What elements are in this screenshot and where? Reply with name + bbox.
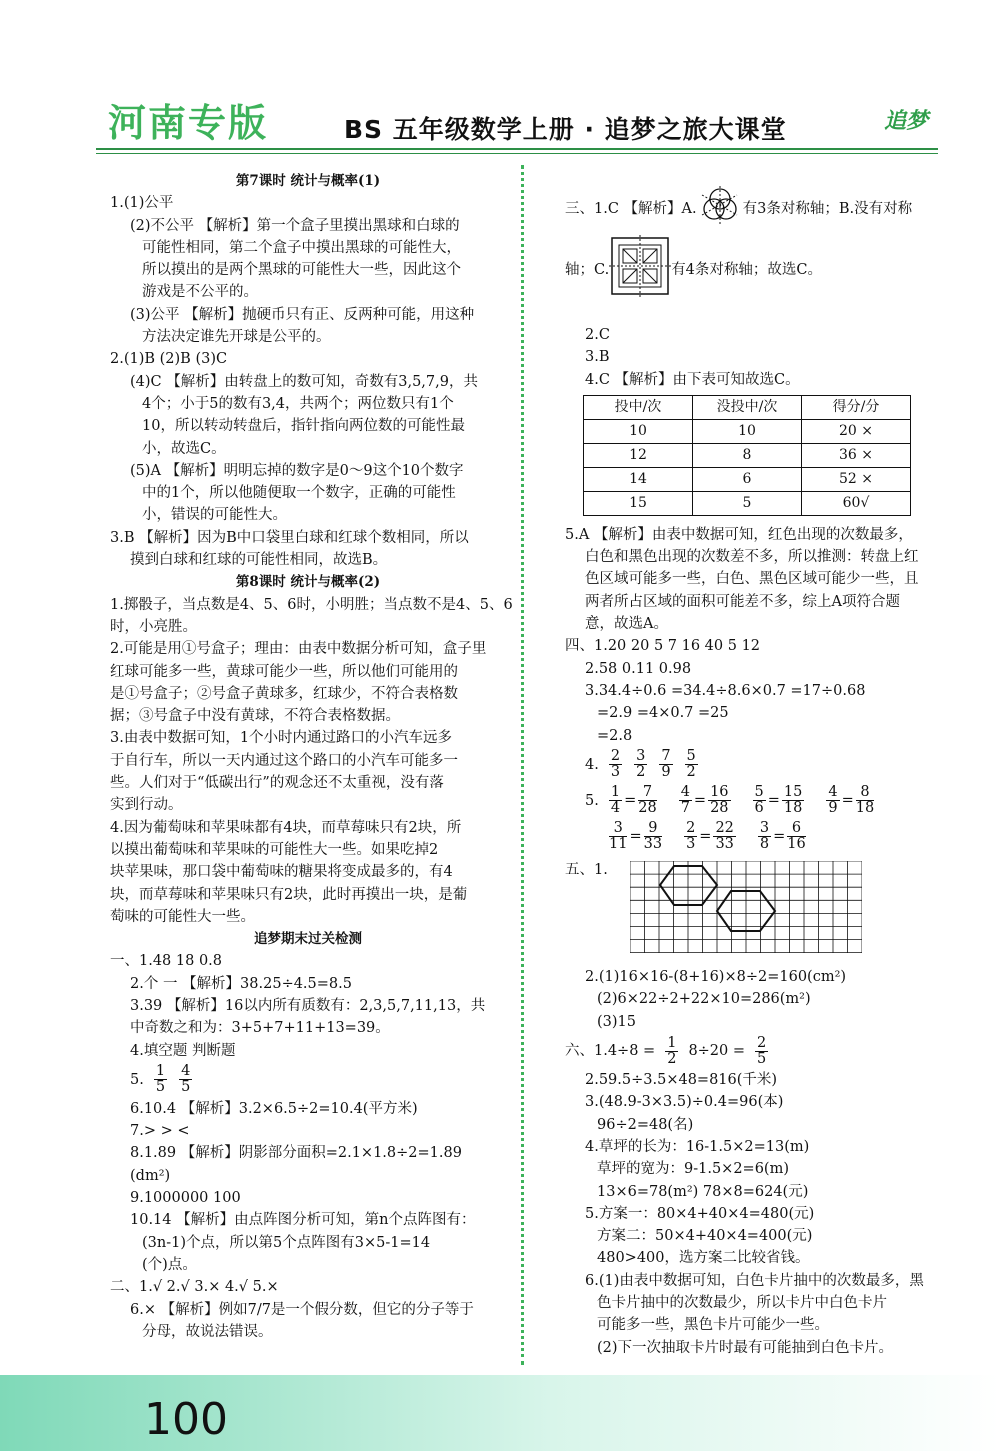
answer-line: 7.> > < <box>130 1123 190 1140</box>
header-logo: 追梦 <box>884 109 929 134</box>
answer-text: 有3条对称轴；B.没有对称 <box>742 200 913 217</box>
answer-line: 5.方案一：80×4+40×4=480(元) <box>585 1205 815 1222</box>
fraction <box>665 1036 678 1067</box>
fraction <box>634 749 647 780</box>
answer-line: (4)C 【解析】由转盘上的数可知，奇数有3,5,7,9，共 <box>130 373 478 390</box>
answer-line: 3.由表中数据可知，1个小时内通过路口的小汽车远多 <box>110 730 453 747</box>
answer-line: (3n-1)个点，所以第5个点阵图有3×5-1=14 <box>142 1234 431 1251</box>
fraction-denominator: 28 <box>710 800 729 817</box>
fraction-denominator: 2 <box>686 764 696 781</box>
fraction-denominator: 9 <box>661 764 671 781</box>
table-cell: 6 <box>693 467 802 491</box>
table-cell: 12 <box>584 443 693 467</box>
answer-line: 6.(1)由表中数据可知，白色卡片抽中的次数最多，黑 <box>585 1272 924 1289</box>
fraction <box>787 821 805 852</box>
fraction <box>679 785 692 816</box>
answer-line: 块，而草莓味和苹果味只有2块，此时再摸出一块，是葡 <box>110 886 468 903</box>
answer-line: 13×6=78(m²) 78×8=624(元) <box>597 1183 809 1200</box>
answer-line: 2.58 0.11 0.98 <box>585 660 692 677</box>
fraction-denominator: 5 <box>181 1079 191 1096</box>
answer-line: 2.C <box>585 327 610 343</box>
fraction <box>708 785 730 816</box>
table-row <box>584 491 911 515</box>
header-book-title: BS 五年级数学上册 · 追梦之旅大课堂 <box>344 115 787 144</box>
answer-line: 方案二：50×4+40×4=400(元) <box>597 1228 813 1245</box>
fraction <box>684 821 697 852</box>
fraction <box>713 821 735 852</box>
fraction-denominator: 18 <box>783 800 803 817</box>
answer-line: 可能性相同，第二个盒子中摸出黑球的可能性大， <box>142 239 461 256</box>
fraction <box>179 1064 192 1095</box>
answer-line: 于自行车，所以一天内通过这个路口的小汽车可能多一 <box>110 752 458 769</box>
table-cell: 10 <box>693 419 802 443</box>
table-row <box>584 467 911 491</box>
answer-line: 色卡片抽中的次数最少，所以卡片中白色卡片 <box>597 1295 887 1312</box>
fraction-denominator: 2 <box>636 764 646 781</box>
answer-line: (2)6×22÷2+22×10=286(m²) <box>597 991 811 1008</box>
answer-line: 2.可能是用①号盒子；理由：由表中数据分析可知，盒子里 <box>110 641 487 658</box>
table-header-row <box>584 395 911 419</box>
answer-line: (dm²) <box>130 1167 171 1184</box>
fraction-numerator: 1 <box>667 1034 677 1051</box>
answer-line: 可能多一些，黑色卡片可能少一些。 <box>597 1317 829 1334</box>
table-header-cell: 得分/分 <box>802 395 911 419</box>
answer-line: =2.8 <box>597 727 633 744</box>
fraction-denominator: 7 <box>680 800 690 817</box>
table-cell: 10 <box>584 419 693 443</box>
fraction-equation: $\frac{1}{4}$ = $\frac{7}{28}$ <box>610 784 657 817</box>
fraction <box>609 749 622 780</box>
answer-line <box>565 819 940 855</box>
fraction-numerator: 8 <box>856 785 874 801</box>
table-row <box>584 443 911 467</box>
fraction <box>638 785 656 816</box>
answer-line: 意，故选A。 <box>585 616 668 633</box>
answer-line: 3.B 【解析】因为B中口袋里白球和红球个数相同，所以 <box>110 529 469 546</box>
answer-line: 10.14 【解析】由点阵图分析可知，第n个点阵图有： <box>130 1212 476 1229</box>
answer-line: 所以摸出的是两个黑球的可能性大一些，因此这个 <box>142 262 461 279</box>
answer-line: 红球可能多一些，黄球可能少一些，所以他们可能用的 <box>110 663 458 680</box>
fraction-denominator: 28 <box>638 800 657 817</box>
fraction-numerator: 5 <box>686 748 696 765</box>
right-column <box>565 188 940 1359</box>
answer-line <box>565 747 940 783</box>
fraction-numerator: 5 <box>754 784 764 801</box>
answer-text: 有4条对称轴；故选C。 <box>671 261 823 278</box>
answer-line: 3.B <box>585 349 610 366</box>
fraction-numerator: 7 <box>661 748 671 765</box>
question-number: 5. <box>130 1071 144 1088</box>
answer-line: 白色和黑色出现的次数差不多，所以推测：转盘上红 <box>585 549 919 566</box>
section-title: 第7课时 统计与概率(1) <box>235 173 381 189</box>
table-cell: 52 × <box>802 467 911 491</box>
answer-line: 96÷2=48(名) <box>597 1116 694 1133</box>
fraction <box>685 749 698 780</box>
answer-line <box>565 188 940 230</box>
answer-line: 色区域可能多一些，白色、黑色区域可能少一些，且 <box>585 571 919 588</box>
answer-line: 两者所占区域的面积可能差不多，综上A项符合题 <box>585 593 900 610</box>
answer-line: 480>400，选方案二比较省钱。 <box>597 1250 810 1267</box>
answer-line: 据；③号盒子中没有黄球，不符合表格数据。 <box>110 708 400 725</box>
section-label: 五、1. <box>565 861 608 878</box>
fraction-denominator: 5 <box>155 1079 166 1096</box>
answer-line: (2)不公平 【解析】第一个盒子里摸出黑球和白球的 <box>130 217 460 234</box>
question-number: 5. <box>585 792 599 809</box>
left-column <box>110 170 513 1343</box>
fraction-numerator: 1 <box>155 1063 166 1080</box>
answer-line: 块苹果味，那口袋中葡萄味的糖果将变成最多的，有4 <box>110 864 453 881</box>
table-cell: 15 <box>584 491 693 515</box>
spacer <box>565 310 940 324</box>
fraction-denominator: 18 <box>855 800 875 817</box>
fraction-denominator: 6 <box>754 800 764 817</box>
fraction-denominator: 9 <box>828 800 838 817</box>
fraction-equation: $\frac{3}{11}$ = $\frac{9}{33}$ <box>609 820 663 853</box>
answer-text: 六、1.4÷8 = <box>565 1042 656 1059</box>
fraction-numerator: 3 <box>636 748 646 765</box>
answer-line: 5.A 【解析】由表中数据可知，红色出现的次数最多， <box>565 526 913 543</box>
fraction <box>755 1036 768 1067</box>
fraction-numerator: 4 <box>680 784 690 801</box>
answer-line: 小，错误的可能性大。 <box>142 507 287 524</box>
answer-line: 分母，故说法错误。 <box>142 1323 273 1340</box>
answer-line: 4.C 【解析】由下表可知故选C。 <box>585 371 800 388</box>
fraction-denominator: 4 <box>610 800 621 817</box>
fraction-denominator: 3 <box>686 836 696 853</box>
fraction-numerator: 3 <box>609 821 627 837</box>
header-edition: 河南专版 <box>108 101 269 145</box>
section-title: 追梦期末过关检测 <box>254 931 362 948</box>
answer-line: (5)A 【解析】明明忘掉的数字是0～9这个10个数字 <box>130 462 464 479</box>
table-row <box>584 419 911 443</box>
answer-line: 二、1.√ 2.√ 3.× 4.√ 5.× <box>110 1279 279 1296</box>
fraction <box>753 785 766 816</box>
answer-line: 实到行动。 <box>110 797 183 814</box>
answer-line: 4.填空题 判断题 <box>130 1042 236 1059</box>
answer-line: 2.59.5÷3.5×48=816(千米) <box>585 1072 778 1089</box>
table-header-cell: 没投中/次 <box>693 395 802 419</box>
header-rule-thin <box>96 153 938 154</box>
fraction-equation: $\frac{5}{6}$ = $\frac{15}{18}$ <box>754 784 803 817</box>
answer-line: 2.(1)B (2)B (3)C <box>110 351 228 368</box>
fraction-equation: $\frac{2}{3}$ = $\frac{22}{33}$ <box>686 820 734 853</box>
question-number: 4. <box>585 756 599 773</box>
answer-line: 4.草坪的长为：16-1.5×2=13(m) <box>585 1138 810 1155</box>
answer-line: 6.10.4 【解析】3.2×6.5÷2=10.4(平方米) <box>130 1100 418 1117</box>
answer-line: =2.9 =4×0.7 =25 <box>597 705 729 722</box>
section-title: 第8课时 统计与概率(2) <box>235 574 381 591</box>
score-table <box>583 395 911 516</box>
table-cell: 60√ <box>802 491 911 515</box>
table-cell: 36 × <box>802 443 911 467</box>
answer-line <box>565 230 940 310</box>
fraction-denominator: 11 <box>609 836 628 853</box>
table-header-cell: 投中/次 <box>584 395 693 419</box>
fraction-denominator: 5 <box>757 1050 767 1067</box>
fraction-denominator: 33 <box>715 836 734 853</box>
answer-line: 2.(1)16×16-(8+16)×8÷2=160(cm²) <box>585 969 847 986</box>
fraction-numerator: 2 <box>757 1034 767 1051</box>
page-number: 100 <box>144 1394 228 1445</box>
fraction-equation: $\frac{4}{9}$ = $\frac{8}{18}$ <box>828 784 875 817</box>
answer-line: 四、1.20 20 5 7 16 40 5 12 <box>565 638 761 655</box>
answer-line: 以摸出葡萄味和苹果味的可能性大一些。如果吃掉2 <box>110 841 439 858</box>
answer-line: (3)15 <box>597 1013 636 1030</box>
answer-line: (个)点。 <box>142 1256 197 1273</box>
answer-line: 1.(1)公平 <box>110 195 174 212</box>
answer-line: 草坪的宽为：9-1.5×2=6(m) <box>597 1161 789 1178</box>
answer-line: 小，故选C。 <box>142 440 226 457</box>
answer-line <box>565 783 940 819</box>
answer-line: 时，小亮胜。 <box>110 618 197 635</box>
answer-line: 4.因为葡萄味和苹果味都有4块，而草莓味只有2块，所 <box>110 819 462 836</box>
answer-line: 1.掷骰子，当点数是4、5、6时，小明胜；当点数不是4、5、6 <box>110 596 513 613</box>
figure-circles <box>697 185 743 232</box>
answer-line: 是①号盒子；②号盒子黄球多，红球少，不符合表格数 <box>110 685 458 702</box>
answer-line: 3.(48.9-3×3.5)÷0.4=96(本) <box>585 1094 784 1111</box>
header-rule <box>96 148 938 150</box>
answer-line: (2)下一次抽取卡片时最有可能抽到白色卡片。 <box>597 1339 894 1356</box>
answer-line: 3.34.4÷0.6 =34.4÷8.6×0.7 =17÷0.68 <box>585 682 866 699</box>
answer-text: 三、1.C 【解析】A. <box>565 200 697 217</box>
answer-line: 2.个 一 【解析】38.25÷4.5=8.5 <box>130 975 352 992</box>
fraction-numerator: 1 <box>610 784 621 801</box>
answer-line: (3)公平 【解析】抛硬币只有正、反两种可能，用这种 <box>130 306 475 323</box>
answer-line: 方法决定谁先开球是公平的。 <box>142 329 331 346</box>
answer-text: 轴；C. <box>565 261 610 278</box>
fraction-numerator: 4 <box>181 1063 191 1080</box>
figure-square-pattern <box>609 235 671 304</box>
table-cell: 14 <box>584 467 693 491</box>
table-cell: 8 <box>693 443 802 467</box>
column-divider <box>521 165 524 1365</box>
answer-line <box>110 1062 506 1098</box>
answer-line: 中的1个，所以他随便取一个数字，正确的可能性 <box>142 485 456 502</box>
fraction-numerator: 2 <box>610 748 621 765</box>
fraction-denominator: 33 <box>643 836 663 853</box>
fraction <box>659 749 672 780</box>
fraction-numerator: 4 <box>828 784 838 801</box>
fraction-numerator: 15 <box>783 784 803 801</box>
answer-line: 一、1.48 18 0.8 <box>110 953 223 970</box>
answer-line: 萄味的可能性大一些。 <box>110 908 255 925</box>
fraction-denominator: 3 <box>610 764 621 781</box>
answer-text: 8÷20 = <box>688 1042 746 1059</box>
fraction-numerator: 22 <box>715 820 734 837</box>
answer-line: 3.39 【解析】16以内所有质数有：2,3,5,7,11,13，共 <box>130 997 486 1014</box>
fraction-numerator: 3 <box>759 820 770 837</box>
fraction <box>609 785 622 816</box>
fraction-denominator: 8 <box>759 836 770 853</box>
fraction-numerator: 9 <box>644 821 662 837</box>
fraction-equation: $\frac{3}{8}$ = $\frac{6}{16}$ <box>759 820 806 853</box>
fraction-denominator: 16 <box>787 836 806 853</box>
answer-line: 摸到白球和红球的可能性相同，故选B。 <box>130 552 388 569</box>
answer-line <box>565 1033 940 1069</box>
fraction <box>154 1064 167 1095</box>
grid-figure <box>630 861 862 960</box>
fraction-equation: $\frac{4}{7}$ = $\frac{16}{28}$ <box>680 784 729 817</box>
table-cell: 5 <box>693 491 802 515</box>
answer-line: 游戏是不公平的。 <box>142 284 258 301</box>
answer-line: 些。人们对于“低碳出行”的观念还不太重视，没有落 <box>110 775 444 792</box>
table-cell: 20 × <box>802 419 911 443</box>
fraction-numerator: 2 <box>686 820 696 837</box>
answer-line: 8.1.89 【解析】阴影部分面积=2.1×1.8÷2=1.89 <box>130 1145 462 1162</box>
answer-line: 10，所以转动转盘后，指针指向两位数的可能性最 <box>142 418 465 435</box>
answer-line: 6.× 【解析】例如7/7是一个假分数，但它的分子等于 <box>130 1301 474 1318</box>
fraction <box>856 785 874 816</box>
fraction <box>609 821 627 852</box>
answer-line: 9.1000000 100 <box>130 1190 241 1207</box>
fraction <box>782 785 804 816</box>
fraction-numerator: 7 <box>638 785 656 801</box>
answer-line: 中奇数之和为：3+5+7+11+13=39。 <box>130 1020 390 1037</box>
fraction <box>826 785 839 816</box>
answer-line: 4个；小于5的数有3,4，共两个；两位数只有1个 <box>142 395 454 412</box>
fraction-numerator: 16 <box>710 784 729 801</box>
fraction <box>644 821 662 852</box>
answer-line <box>565 859 940 966</box>
fraction-numerator: 6 <box>787 821 805 837</box>
fraction-denominator: 2 <box>667 1050 677 1067</box>
fraction <box>758 821 771 852</box>
